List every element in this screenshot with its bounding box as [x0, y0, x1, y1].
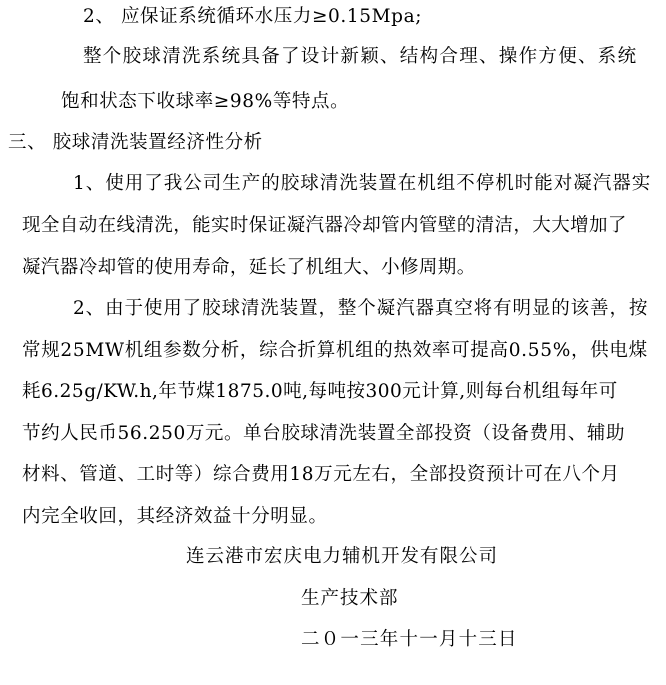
- company-name: 连云港市宏庆电力辅机开发有限公司: [186, 546, 499, 567]
- para-2-line-1: 2、由于使用了胶球清洗装置，整个凝汽器真空将有明显的该善，按: [73, 298, 649, 319]
- item-2-pressure: 2、 应保证系统循环水压力≥0.15Mpa;: [83, 6, 423, 27]
- para-1-line-3: 凝汽器冷却管的使用寿命，延长了机组大、小修周期。: [22, 257, 476, 278]
- para-1-line-2: 现全自动在线清洗，能实时保证凝汽器冷却管内管壁的清洁，大大增加了: [22, 215, 627, 236]
- para-2-line-4: 节约人民币56.250万元。单台胶球清洗装置全部投资（设备费用、辅助: [22, 423, 626, 444]
- para-2-line-2: 常规25MW机组参数分析，综合折算机组的热效率可提高0.55%，供电煤: [22, 340, 648, 361]
- paragraph-features-line-1: 整个胶球清洗系统具备了设计新颖、结构合理、操作方便、系统: [83, 46, 638, 67]
- para-2-line-3: 耗6.25g/KW.h,年节煤1875.0吨,每吨按300元计算,则每台机组每年可: [22, 381, 618, 402]
- para-1-line-1: 1、使用了我公司生产的胶球清洗装置在机组不停机时能对凝汽器实: [73, 173, 652, 194]
- para-2-line-6: 内完全收回，其经济效益十分明显。: [22, 506, 328, 527]
- document-date: 二０一三年十一月十三日: [301, 629, 518, 650]
- para-2-line-5: 材料、管道、工时等）综合费用18万元左右，全部投资预计可在八个月: [22, 464, 620, 485]
- paragraph-features-line-2: 饱和状态下收球率≥98%等特点。: [61, 91, 350, 112]
- section-heading-3: 三、 胶球清洗装置经济性分析: [8, 132, 263, 153]
- department-name: 生产技术部: [301, 588, 399, 609]
